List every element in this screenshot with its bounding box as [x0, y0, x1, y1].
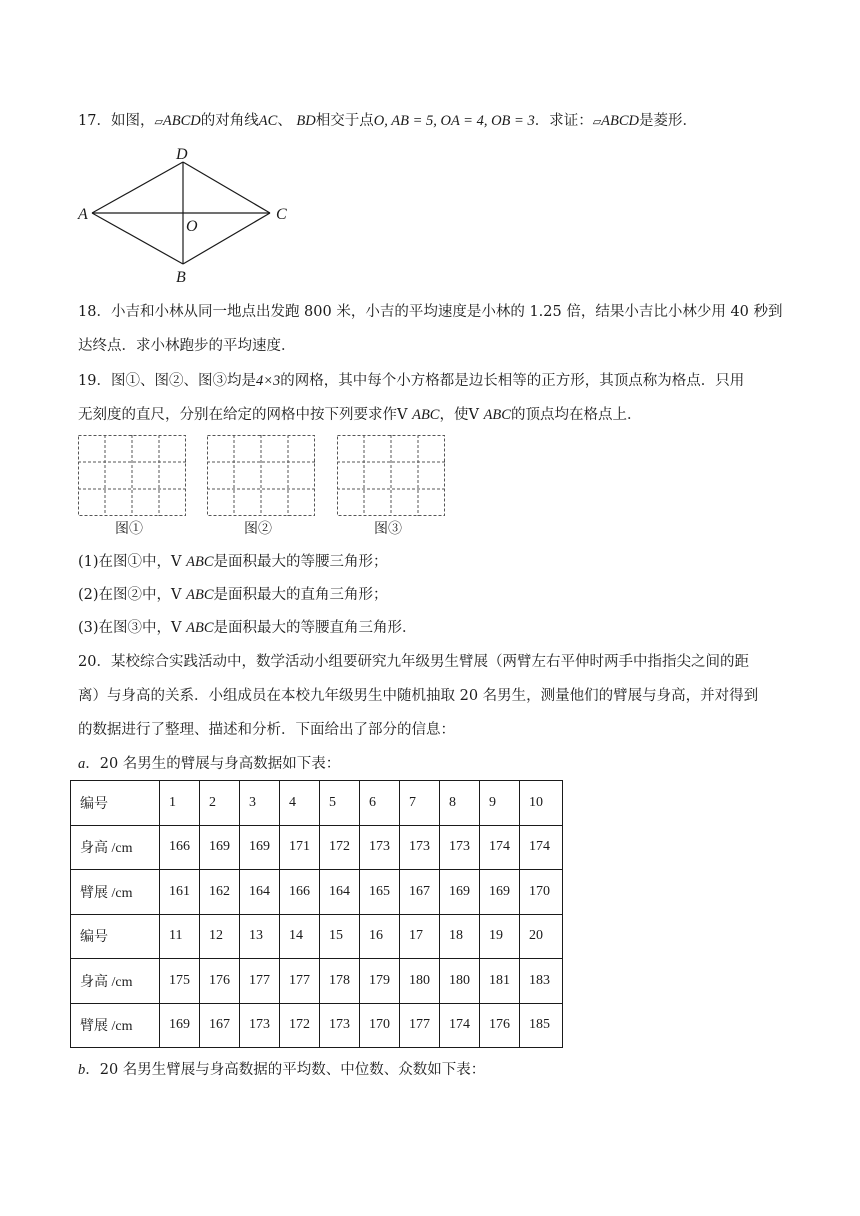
table-cell: 13	[240, 914, 280, 959]
table-cell: 166	[160, 825, 200, 870]
part-b-mark: b	[78, 1062, 86, 1078]
table-cell: 7	[400, 781, 440, 826]
table-cell: 162	[200, 870, 240, 915]
q19-text: 是面积最大的直角三角形；	[213, 587, 388, 603]
table-cell: 161	[160, 870, 200, 915]
table-cell: 177	[280, 959, 320, 1004]
table-cell: 179	[360, 959, 400, 1004]
q20-line-1: 20．某校综合实践活动中，数学活动小组要研究九年级男生臂展（两臂左右平伸时两手中指指尖之间的距	[78, 654, 749, 670]
table-cell: 2	[200, 781, 240, 826]
table-cell: 171	[280, 825, 320, 870]
table-cell: 181	[480, 959, 520, 1004]
label-b: B	[176, 269, 186, 286]
table-row-label: 身高 /cm	[71, 825, 160, 870]
q19-line-2	[78, 405, 641, 425]
q17-abcd: ABCD	[601, 113, 640, 129]
triangle-symbol: V	[171, 587, 182, 603]
q17-conditions: O, AB = 5, OA = 4, OB = 3	[373, 113, 535, 129]
table-cell: 9	[480, 781, 520, 826]
table-cell: 172	[280, 1003, 320, 1048]
table-cell: 170	[520, 870, 563, 915]
part-b-text: ．20 名男生臂展与身高数据的平均数、中位数、众数如下表：	[85, 1062, 486, 1078]
table-cell: 167	[200, 1003, 240, 1048]
table-cell: 177	[240, 959, 280, 1004]
q19-abc: ABC	[186, 587, 214, 603]
table-cell: 17	[400, 914, 440, 959]
q19-sub-2	[78, 585, 388, 605]
label-o: O	[186, 218, 198, 235]
table-cell: 178	[320, 959, 360, 1004]
table-cell: 6	[360, 781, 400, 826]
grid-3	[337, 435, 445, 516]
q19-text: (3)在图③中，	[78, 620, 172, 636]
table-cell: 18	[440, 914, 480, 959]
table-row	[71, 914, 563, 959]
table-cell: 167	[400, 870, 440, 915]
q19-abc: ABC	[412, 407, 440, 423]
q19-text: 无刻度的直尺，分别在给定的网格中按下列要求作	[78, 407, 397, 423]
table-cell: 4	[280, 781, 320, 826]
table-cell: 20	[520, 914, 563, 959]
table-row-label: 身高 /cm	[71, 959, 160, 1004]
q17-text: 如图，	[110, 113, 155, 129]
table-row-label: 臂展 /cm	[71, 870, 160, 915]
table-cell: 11	[160, 914, 200, 959]
q19-sub-1	[78, 552, 388, 572]
parallelogram-symbol: ▱	[154, 115, 163, 128]
triangle-symbol: V	[171, 554, 182, 570]
part-a-mark: a	[78, 756, 86, 772]
table-cell: 177	[400, 1003, 440, 1048]
table-cell: 169	[200, 825, 240, 870]
q19-line-1	[78, 371, 744, 391]
table-cell: 166	[280, 870, 320, 915]
q19-abc: ABC	[483, 407, 511, 423]
table-cell: 1	[160, 781, 200, 826]
triangle-symbol: V	[397, 407, 408, 423]
table-cell: 165	[360, 870, 400, 915]
edge-ad	[92, 162, 183, 213]
q19-text: 的网格，其中每个小方格都是边长相等的正方形，其顶点称为格点．只用	[280, 373, 745, 389]
q17-text: 、	[277, 113, 292, 129]
q19-grid-size: 4×3	[255, 373, 281, 389]
table-cell: 173	[360, 825, 400, 870]
grid-label-1: 图①	[115, 521, 143, 537]
table-cell: 19	[480, 914, 520, 959]
table-cell: 169	[480, 870, 520, 915]
parallelogram-symbol: ▱	[592, 115, 602, 128]
label-c: C	[276, 206, 287, 223]
rhombus-figure	[72, 140, 302, 290]
data-table	[70, 780, 563, 1048]
table-row	[71, 959, 563, 1004]
table-cell: 15	[320, 914, 360, 959]
table-row	[71, 1003, 563, 1048]
table-cell: 174	[520, 825, 563, 870]
table-cell: 5	[320, 781, 360, 826]
q19-sub-3	[78, 618, 417, 638]
grid-label-3: 图③	[374, 521, 402, 537]
q17-text: 是菱形．	[639, 113, 698, 129]
label-d: D	[176, 146, 188, 163]
table-cell: 180	[400, 959, 440, 1004]
table-cell: 183	[520, 959, 563, 1004]
q17-statement	[78, 111, 697, 132]
q17-abcd: ABCD	[162, 113, 201, 129]
table-row-label: 编号	[71, 781, 160, 826]
table-cell: 169	[160, 1003, 200, 1048]
table-cell: 185	[520, 1003, 563, 1048]
q19-text: ，使	[439, 407, 469, 423]
q18-line-1: 18．小吉和小林从同一地点出发跑 800 米，小吉的平均速度是小林的 1.25 倍，结果小吉比小林少用 40 秒到	[78, 304, 783, 320]
q17-ac: AC	[258, 113, 278, 129]
table-row	[71, 781, 563, 826]
table-row-label: 臂展 /cm	[71, 1003, 160, 1048]
table-cell: 3	[240, 781, 280, 826]
table-cell: 175	[160, 959, 200, 1004]
table-cell: 169	[240, 825, 280, 870]
table-row-label: 编号	[71, 914, 160, 959]
table-cell: 173	[400, 825, 440, 870]
q19-text: 的顶点均在格点上．	[510, 407, 642, 423]
table-cell: 12	[200, 914, 240, 959]
q17-number: 17．	[78, 113, 111, 129]
table-cell: 8	[440, 781, 480, 826]
table-cell: 164	[320, 870, 360, 915]
q20-part-a	[78, 754, 340, 774]
table-cell: 176	[480, 1003, 520, 1048]
table-cell: 173	[440, 825, 480, 870]
table-row	[71, 825, 563, 870]
q17-text: ．求证：	[534, 113, 593, 129]
grid-1	[78, 435, 186, 516]
q20-line-2: 离）与身高的关系．小组成员在本校九年级男生中随机抽取 20 名男生，测量他们的臂展与身高，并对得到	[78, 688, 759, 704]
triangle-symbol: V	[171, 620, 182, 636]
q19-text: 是面积最大的等腰直角三角形．	[213, 620, 417, 636]
q20-part-b	[78, 1060, 485, 1080]
q19-abc: ABC	[186, 620, 214, 636]
table-row	[71, 870, 563, 915]
table-cell: 174	[480, 825, 520, 870]
grid-label-2: 图②	[244, 521, 272, 537]
table-cell: 173	[320, 1003, 360, 1048]
triangle-symbol: V	[468, 407, 479, 423]
table-cell: 180	[440, 959, 480, 1004]
edge-ba	[92, 213, 183, 264]
table-cell: 10	[520, 781, 563, 826]
part-a-text: ．20 名男生的臂展与身高数据如下表：	[85, 756, 341, 772]
table-cell: 169	[440, 870, 480, 915]
label-a: A	[78, 206, 88, 223]
q18-line-2: 达终点．求小林跑步的平均速度．	[78, 338, 296, 354]
table-cell: 164	[240, 870, 280, 915]
table-cell: 170	[360, 1003, 400, 1048]
q19-text: (1)在图①中，	[78, 554, 172, 570]
q17-text: 相交于点	[315, 113, 374, 129]
table-cell: 174	[440, 1003, 480, 1048]
q19-text: 19．图①、图②、图③均是	[78, 373, 256, 389]
edge-dc	[183, 162, 270, 213]
q19-text: (2)在图②中，	[78, 587, 172, 603]
q17-text: 的对角线	[200, 113, 259, 129]
q17-bd: BD	[296, 113, 316, 129]
grid-2	[207, 435, 315, 516]
table-cell: 173	[240, 1003, 280, 1048]
table-cell: 172	[320, 825, 360, 870]
table-cell: 14	[280, 914, 320, 959]
q19-abc: ABC	[186, 554, 214, 570]
q19-text: 是面积最大的等腰三角形；	[213, 554, 388, 570]
q20-line-3: 的数据进行了整理、描述和分析．下面给出了部分的信息：	[78, 722, 455, 738]
table-cell: 16	[360, 914, 400, 959]
table-cell: 176	[200, 959, 240, 1004]
